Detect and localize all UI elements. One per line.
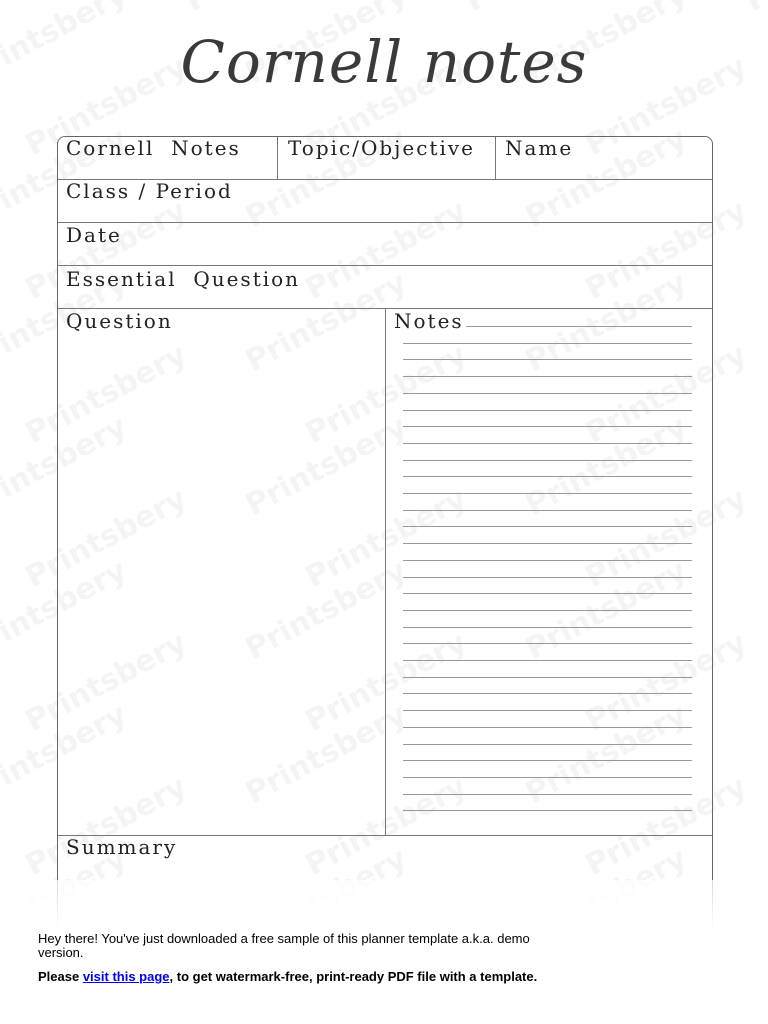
note-line bbox=[403, 794, 692, 795]
summary-heading: Summary bbox=[66, 835, 178, 859]
note-line bbox=[403, 426, 692, 427]
note-line bbox=[403, 744, 692, 745]
demo-notice bbox=[0, 880, 768, 1024]
visit-page-link[interactable]: visit this page bbox=[82, 969, 170, 984]
header-divider-1 bbox=[277, 137, 278, 179]
essential-question-field[interactable]: Essential Question bbox=[66, 267, 301, 291]
note-line bbox=[403, 460, 692, 461]
topic-objective-field[interactable]: Topic/Objective bbox=[288, 136, 475, 160]
note-line bbox=[403, 610, 692, 611]
header-divider-2 bbox=[495, 137, 496, 179]
date-field[interactable]: Date bbox=[66, 223, 122, 247]
cta-prefix: Please bbox=[38, 969, 83, 984]
note-line bbox=[403, 493, 692, 494]
note-line bbox=[403, 476, 692, 477]
note-line bbox=[403, 560, 692, 561]
note-line bbox=[403, 660, 692, 661]
cta-text bbox=[38, 970, 578, 984]
note-line bbox=[466, 326, 692, 327]
column-divider bbox=[385, 308, 386, 835]
note-line bbox=[403, 343, 692, 344]
note-line bbox=[403, 593, 692, 594]
date-row bbox=[58, 222, 712, 266]
note-line bbox=[403, 526, 692, 527]
note-line bbox=[403, 443, 692, 444]
class-period-row bbox=[58, 179, 712, 223]
demo-notice-text: Hey there! You've just downloaded a free sample of this planner template a.k.a. demo version. bbox=[38, 931, 530, 960]
note-line bbox=[403, 727, 692, 728]
note-line bbox=[403, 693, 692, 694]
note-line bbox=[403, 510, 692, 511]
note-line bbox=[403, 577, 692, 578]
header-row bbox=[58, 137, 712, 180]
note-line bbox=[403, 410, 692, 411]
note-line bbox=[403, 543, 692, 544]
watermark-text bbox=[0, 0, 73, 19]
question-column-heading: Question bbox=[66, 309, 173, 333]
note-line bbox=[403, 643, 692, 644]
watermark-text bbox=[460, 0, 633, 19]
note-line bbox=[403, 777, 692, 778]
note-line bbox=[403, 376, 692, 377]
note-line bbox=[403, 627, 692, 628]
note-line bbox=[403, 810, 692, 811]
notes-column-heading: Notes bbox=[394, 309, 464, 333]
page-title: Cornell notes bbox=[180, 28, 588, 96]
notes-area bbox=[58, 308, 712, 836]
cornell-notes-label: Cornell Notes bbox=[66, 136, 241, 160]
class-period-field[interactable]: Class / Period bbox=[66, 179, 233, 203]
note-line bbox=[403, 359, 692, 360]
note-line bbox=[403, 760, 692, 761]
watermark-text bbox=[180, 0, 353, 19]
essential-question-row bbox=[58, 265, 712, 309]
note-line bbox=[403, 710, 692, 711]
name-field[interactable]: Name bbox=[505, 136, 574, 160]
watermark-text bbox=[740, 0, 768, 19]
note-line bbox=[403, 677, 692, 678]
note-line bbox=[403, 393, 692, 394]
cornell-sheet bbox=[57, 136, 713, 937]
cta-suffix: , to get watermark-free, print-ready PDF file with a template. bbox=[169, 969, 538, 984]
